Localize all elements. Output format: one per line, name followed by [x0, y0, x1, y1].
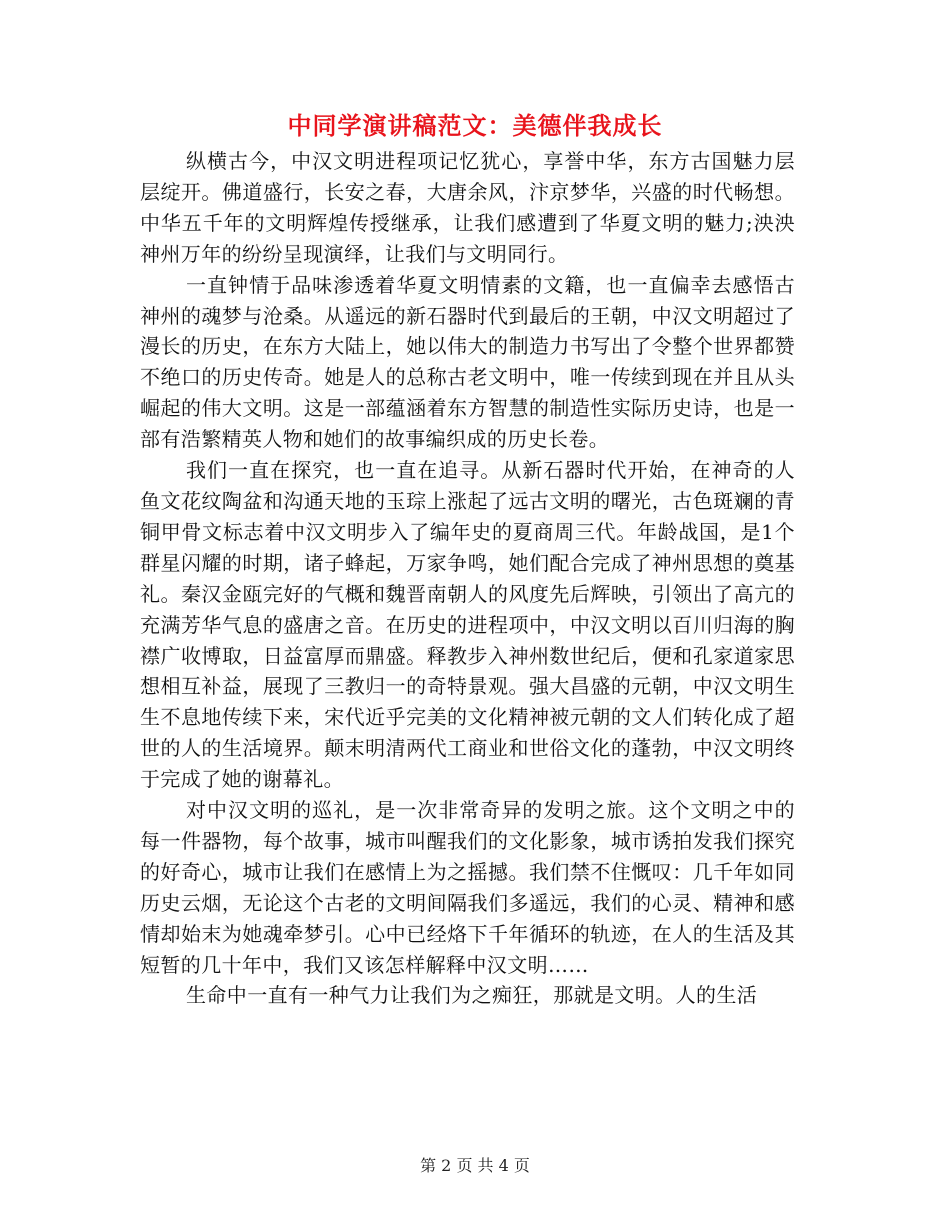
paragraph: 生命中一直有一种气力让我们为之痴狂，那就是文明。人的生活: [186, 983, 758, 1008]
document-body: [140, 146, 795, 1011]
paragraph: 一直钟情于品味渗透着华夏文明情素的文籍，也一直偏幸去感悟古神州的魂梦与沧桑。从遥远的新石器时代到最后的王朝，中汉文明超过了漫长的历史，在东方大陆上，她以伟大的制造力书写出了令整个世界都赞不绝口的历史传奇。她是人的总称古老文明中，唯一传续到现在并且从头崛起的伟大文明。这是一部蕴涵着东方智慧的制造性实际历史诗，也是一部有浩繁精英人物和她们的故事编织成的历史长卷。: [140, 272, 795, 452]
paragraph: 对中汉文明的巡礼，是一次非常奇异的发明之旅。这个文明之中的每一件器物，每个故事，城市叫醒我们的文化影象，城市诱拍发我们探究的好奇心，城市让我们在感情上为之摇撼。我们禁不住慨叹：几千年如同历史云烟，无论这个古老的文明间隔我们多遥远，我们的心灵、精神和感情却始末为她魂牵梦引。心中已经烙下千年循环的轨迹，在人的生活及其短暂的几十年中，我们又该怎样解释中汉文明……: [140, 798, 795, 977]
page-number-footer: 第 2 页 共 4 页: [420, 1156, 530, 1175]
document-title: 中同学演讲稿范文：美德伴我成长: [287, 112, 663, 140]
paragraph: 纵横古今，中汉文明进程项记忆犹心，享誉中华，东方古国魅力层层绽开。佛道盛行，长安之春，大唐余风，汴京梦华，兴盛的时代畅想。中华五千年的文明辉煌传授继承，让我们感遭到了华夏文明的魅力;泱泱神州万年的纷纷呈现演绎，让我们与文明同行。: [140, 149, 795, 266]
paragraph: 我们一直在探究，也一直在追寻。从新石器时代开始，在神奇的人鱼文花纹陶盆和沟通天地的玉琮上涨起了远古文明的曙光，古色斑斓的青铜甲骨文标志着中汉文明步入了编年史的夏商周三代。年龄战国，是1个群星闪耀的时期，诸子蜂起，万家争鸣，她们配合完成了神州思想的奠基礼。秦汉金瓯完好的气概和魏晋南朝人的风度先后辉映，引领出了高亢的充满芳华气息的盛唐之音。在历史的进程项中，中汉文明以百川归海的胸襟广收博取，日益富厚而鼎盛。释教步入神州数世纪后，便和孔家道家思想相互补益，展现了三教归一的奇特景观。强大昌盛的元朝，中汉文明生生不息地传续下来，宋代近乎完美的文化精神被元朝的文人们转化成了超世的人的生活境界。颠末明清两代工商业和世俗文化的蓬勃，中汉文明终于完成了她的谢幕礼。: [140, 458, 795, 792]
